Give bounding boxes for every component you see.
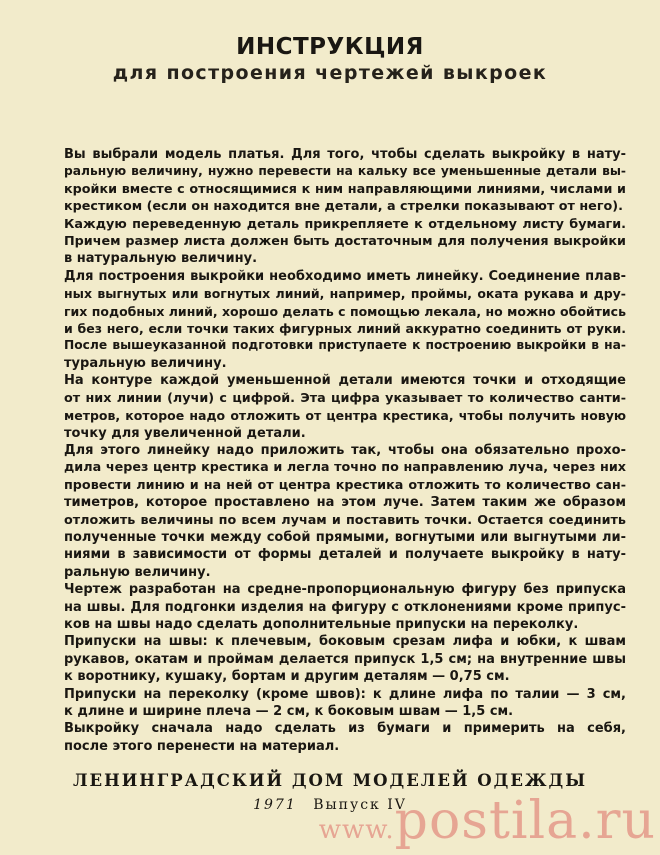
issue-number: Выпуск IV xyxy=(313,797,407,813)
body-line: и без него, если точки таких фигурных линий аккуратно соединить от руки. xyxy=(64,321,626,337)
body-line: полученные точки между собой прямыми, вогнутыми или выгнутыми ли- xyxy=(64,529,626,545)
body-line: Для построения выкройки необходимо иметь линейку. Соединение плав- xyxy=(64,268,626,284)
body-line: На контуре каждой уменьшенной детали имеются точки и отходящие xyxy=(64,373,626,389)
body-line: крестиком (если он находится вне детали, а стрелки показывают от него). xyxy=(64,199,623,215)
body-line: Припуски на швы: к плечевым, боковым срезам лифа и юбки, к швам xyxy=(64,634,626,650)
body-line: Для этого линейку надо приложить так, чтобы она обязательно прохо- xyxy=(64,442,626,458)
body-line: Каждую переведенную деталь прикрепляете к отдельному листу бумаги. xyxy=(64,216,626,232)
body-line: Выкройку сначала надо сделать из бумаги и примерить на себя, xyxy=(64,721,626,737)
issue-year: 1971 xyxy=(253,797,297,813)
body-line: рукавов, окатам и проймам делается припуск 1,5 см; на внутренние швы xyxy=(64,651,626,667)
instruction-body xyxy=(64,146,626,755)
body-line: Вы выбрали модель платья. Для того, чтобы сделать выкройку в нату- xyxy=(64,147,626,162)
page-subtitle: для построения чертежей выкроек xyxy=(112,62,548,84)
body-line: провести линию и на ней от центра крестика отложить то количество сан- xyxy=(64,477,626,493)
watermark-name: postila.ru xyxy=(394,791,656,851)
body-line: отложить величины по всем лучам и поставить точки. Остается соединить xyxy=(64,512,626,528)
page-title: ИНСТРУКЦИЯ xyxy=(236,34,424,60)
body-line: в натуральную величину. xyxy=(64,251,258,267)
body-line: на швы. Для подгонки изделия на фигуру с отклонениями кроме припус- xyxy=(64,599,626,615)
body-line: ральную величину, нужно перевести на кальку все уменьшенные детали вы- xyxy=(64,164,626,179)
body-line: после этого перенести на материал. xyxy=(64,738,340,754)
publisher-name: ЛЕНИНГРАДСКИЙ ДОМ МОДЕЛЕЙ ОДЕЖДЫ xyxy=(72,771,588,790)
body-line: ных выгнутых или вогнутых линий, например, проймы, оката рукава и дру- xyxy=(64,286,626,302)
watermark xyxy=(319,791,656,851)
body-line: тиметров, которое проставлено на этом луче. Затем таким же образом xyxy=(64,495,626,511)
body-line: от них линии (лучи) с цифрой. Эта цифра указывает то количество санти- xyxy=(64,390,626,406)
watermark-prefix: www. xyxy=(318,815,395,845)
body-line: дила через центр крестика и легла точно по направлению луча, через них xyxy=(64,460,626,476)
body-line: метров, которое надо отложить от центра крестика, чтобы получить новую xyxy=(64,408,626,424)
body-line: Припуски на переколку (кроме швов): к длине лифа по талии — 3 см, xyxy=(64,686,626,702)
body-line: гих подобных линий, хорошо делать с помощью лекала, но можно обойтись xyxy=(64,303,626,319)
body-line: к длине и ширине плеча — 2 см, к боковым швам — 1,5 см. xyxy=(64,704,514,719)
body-line: ниями в зависимости от формы деталей и получаете выкройку в нату- xyxy=(64,547,626,563)
body-line: кройки вместе с относящимися к ним направляющими линиями, числами и xyxy=(64,181,626,197)
body-line: туральную величину. xyxy=(64,355,227,371)
body-line: Чертеж разработан на средне-пропорциональную фигуру без припуска xyxy=(64,582,626,598)
body-line: Причем размер листа должен быть достаточным для получения выкройки xyxy=(64,234,626,250)
body-line: ральную величину. xyxy=(64,564,211,580)
body-line: После вышеуказанной подготовки приступаете к построению выкройки в на- xyxy=(64,338,626,353)
body-line: точку для увеличенной детали. xyxy=(64,425,306,441)
body-line: ков на швы надо сделать дополнительные припуски на переколку. xyxy=(64,616,579,632)
body-line: к воротнику, кушаку, бортам и другим деталям — 0,75 см. xyxy=(64,669,510,685)
